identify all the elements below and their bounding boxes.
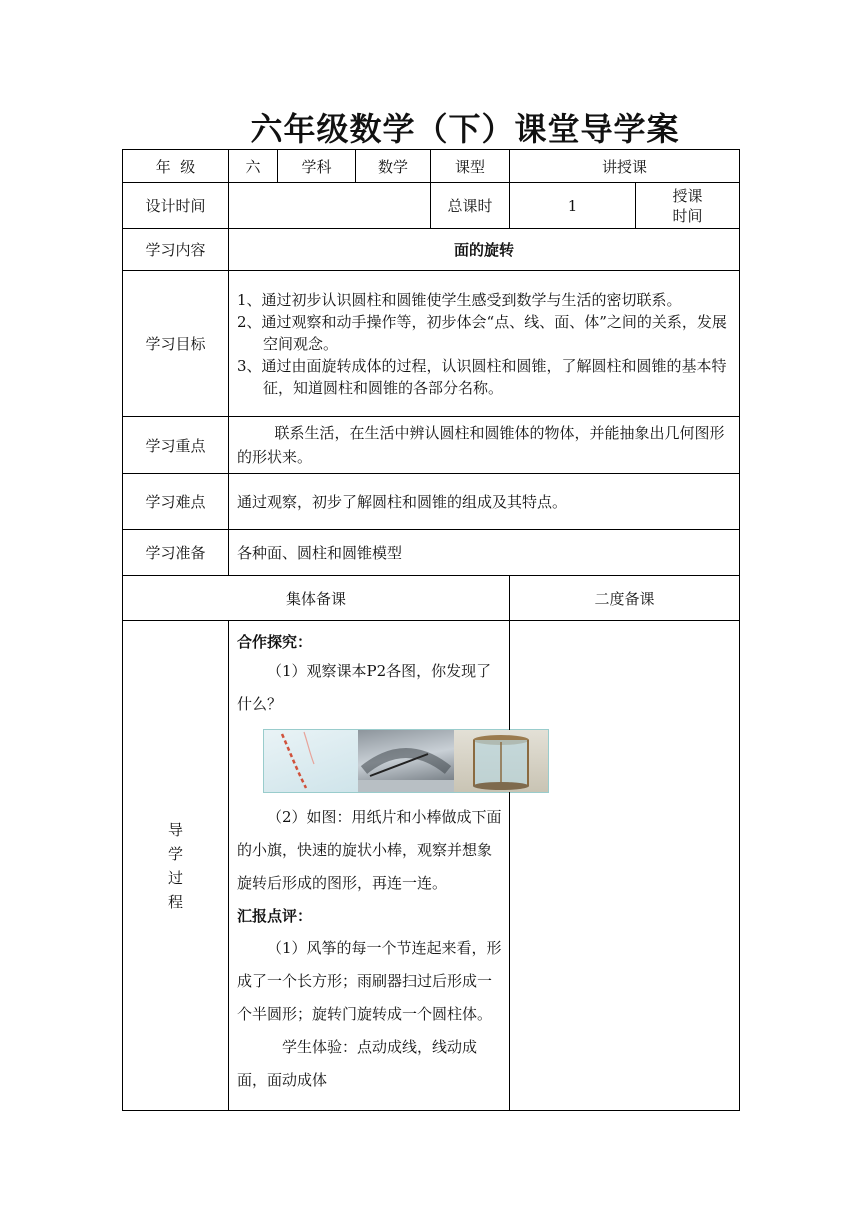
difficulty-label: 学习难点 [123,474,229,530]
goal-item-1: 1、通过初步认识圆柱和圆锥使学生感受到数学与生活的密切联系。 [237,290,682,309]
difficulty-value: 通过观察，初步了解圆柱和圆锥的组成及其特点。 [229,474,740,530]
goals-list [229,271,740,417]
total-hours-value: 1 [510,183,636,229]
process-paragraph-3: （1）风筝的每一个节连起来看，形成了一个长方形；雨刷器扫过后形成一个半圆形；旋转门旋转成一个圆柱体。 [237,939,502,1023]
teach-time-label-line2: 时间 [672,206,703,225]
row-design-time [123,183,740,229]
focus-value: 联系生活，在生活中辨认圆柱和圆锥体的物体，并能抽象出几何图形的形状来。 [229,417,740,474]
row-grade [123,150,740,183]
windshield-wiper-photo [358,730,454,792]
process-paragraph-1: （1）观察课本P2各图，你发现了什么？ [237,662,492,713]
row-focus [123,417,740,474]
subject-value: 数学 [356,150,431,183]
process-label [123,621,229,1111]
process-paragraph-2: （2）如图：用纸片和小棒做成下面的小旗，快速的旋状小棒，观察并想象旋转后形成的图形，再连一连。 [237,808,502,892]
total-hours-label: 总课时 [431,183,510,229]
revolving-door-photo [454,730,548,792]
design-time-label: 设计时间 [123,183,229,229]
kite-photo [264,730,358,792]
textbook-photos [263,729,549,793]
type-value: 讲授课 [510,150,740,183]
row-process [123,621,740,1111]
content-value: 面的旋转 [229,229,740,271]
process-content [229,621,510,1111]
cooperative-inquiry-heading: 合作探究： [237,633,313,651]
lesson-plan-table [122,149,740,1111]
goals-label: 学习目标 [123,271,229,417]
report-review-heading: 汇报点评： [237,907,313,925]
process-label-char-4: 程 [167,892,183,911]
grade-label: 年 级 [123,150,229,183]
page-title: 六年级数学（下）课堂导学案 [250,110,680,148]
collective-prep-header: 集体备课 [123,576,510,621]
design-time-value [229,183,431,229]
goal-item-3: 3、通过由面旋转成体的过程，认识圆柱和圆锥，了解圆柱和圆锥的基本特征，知道圆柱和圆锥的各部分名称。 [237,356,727,397]
row-goals [123,271,740,417]
subject-label: 学科 [278,150,356,183]
teach-time-label-line1: 授课 [672,186,703,205]
process-label-char-1: 导 [167,820,183,839]
prep-value: 各种面、圆柱和圆锥模型 [229,530,740,576]
goal-item-2: 2、通过观察和动手操作等，初步体会“点、线、面、体”之间的关系，发展空间观念。 [237,312,727,353]
process-label-char-2: 学 [167,844,183,863]
process-paragraph-4: 学生体验：点动成线，线动成面，面动成体 [237,1038,478,1089]
type-label: 课型 [431,150,510,183]
grade-value: 六 [229,150,278,183]
process-label-char-3: 过 [167,868,183,887]
row-section-headers [123,576,740,621]
focus-label: 学习重点 [123,417,229,474]
row-difficulty [123,474,740,530]
row-content [123,229,740,271]
second-prep-cell [510,621,740,1111]
content-label: 学习内容 [123,229,229,271]
teach-time-label [636,183,740,229]
prep-label: 学习准备 [123,530,229,576]
second-prep-header: 二度备课 [510,576,740,621]
row-prep [123,530,740,576]
